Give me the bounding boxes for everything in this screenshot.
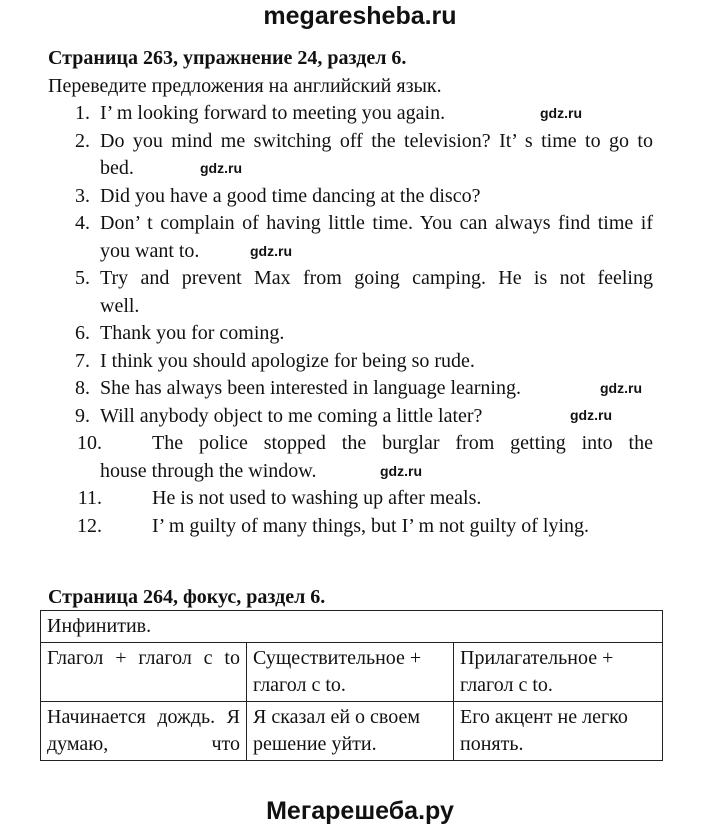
item-text: Thank you for coming. — [100, 322, 285, 344]
table-cell: Глагол + глагол с to — [41, 643, 247, 702]
item-number: 8. — [75, 377, 90, 399]
table-header: Инфинитив. — [41, 611, 663, 643]
item-number: 6. — [75, 322, 90, 344]
item-text: I’ m looking forward to meeting you again. — [100, 102, 446, 124]
item-text: She has always been interested in language learning. — [100, 377, 521, 399]
item-number: 9. — [75, 404, 90, 427]
item-number: 7. — [75, 349, 90, 372]
table-cell: Его акцент не легко понять. — [454, 702, 663, 761]
watermark: gdz.ru — [380, 463, 422, 479]
item-number: 11. — [77, 487, 102, 509]
item-text: bed. — [100, 157, 134, 179]
item-text: you want to. — [100, 239, 200, 262]
site-footer: Мегарешеба.ру — [266, 797, 454, 825]
table-cell: Я сказал ей о своем решение уйти. — [247, 702, 454, 761]
item-text: I’ m guilty of many things, but I’ m not guilty of lying. — [152, 514, 590, 537]
watermark: gdz.ru — [250, 243, 292, 259]
item-number: 2. — [75, 129, 90, 152]
item-number: 1. — [75, 102, 90, 124]
watermark: gdz.ru — [570, 407, 612, 423]
item-number: 12. — [77, 514, 102, 537]
instruction: Переведите предложения на английский язык. — [48, 75, 442, 97]
item-text: I think you should apologize for being so rude. — [100, 349, 475, 372]
table-cell: Прилагательное + глагол с to. — [454, 643, 663, 702]
item-number: 10. — [77, 432, 102, 454]
table-cell: Начинается дождь. Я думаю, что — [41, 702, 247, 761]
watermark: gdz.ru — [600, 380, 642, 396]
item-text: Will anybody object to me coming a little later? — [100, 404, 483, 427]
site-header: megaresheba.ru — [263, 2, 457, 30]
watermark: gdz.ru — [200, 160, 242, 176]
item-text: He is not used to washing up after meals. — [152, 487, 482, 509]
item-text: well. — [100, 294, 140, 317]
item-text: Did you have a good time dancing at the disco? — [100, 184, 481, 207]
section-title: Страница 263, упражнение 24, раздел 6. — [48, 47, 407, 69]
item-text: The police stopped the burglar from getting into the — [152, 432, 653, 454]
item-text: house through the window. — [100, 459, 317, 482]
table-cell: Существительное + глагол с to. — [247, 643, 454, 702]
item-text: Try and prevent Max from going camping. He is not feeling — [100, 267, 653, 289]
watermark: gdz.ru — [540, 105, 582, 121]
item-number: 3. — [75, 184, 90, 207]
item-text: Don’ t complain of having little time. You can always find time if — [100, 212, 653, 234]
infinitive-table — [40, 610, 663, 761]
item-number: 5. — [75, 267, 90, 289]
section2-title: Страница 264, фокус, раздел 6. — [48, 586, 326, 608]
item-text: Do you mind me switching off the television? It’ s time to go to — [100, 129, 653, 152]
item-number: 4. — [75, 212, 90, 234]
